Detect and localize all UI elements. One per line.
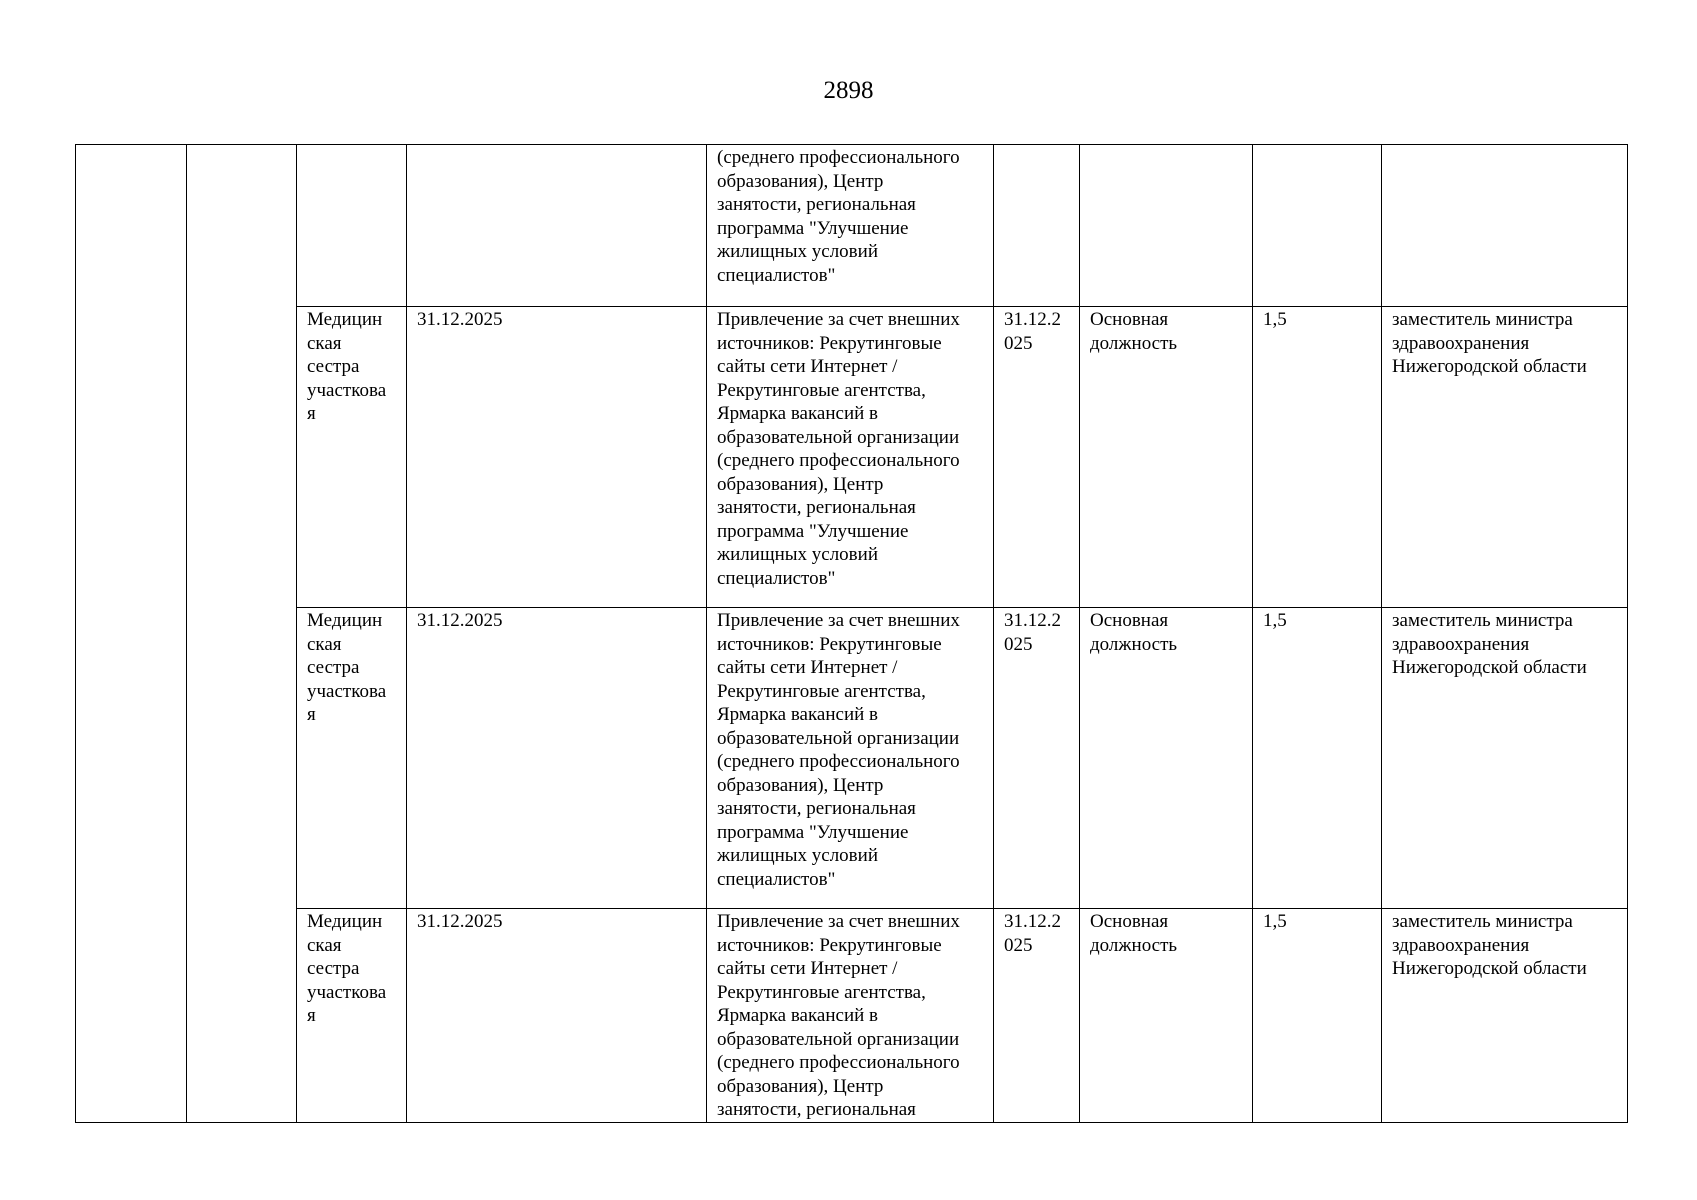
- table-row: [76, 909, 1628, 1123]
- rate-cell: [1253, 608, 1382, 909]
- job-type-cell: [1080, 608, 1253, 909]
- deadline-cell: [994, 909, 1080, 1123]
- staffing-plan-table: [75, 144, 1628, 1123]
- empty-cell: [407, 145, 707, 307]
- method-text: Привлечение за счет внешних источников: Рекрутинговые сайты сети Интернет / Рекрутинговые агентства, Ярмарка вакансий в образовательной организации (среднего профессионального образования), Центр занятости, региональная программа "Улучшение жилищных условий специалистов": [717, 309, 960, 589]
- merged-cell-col-2: [187, 145, 297, 1123]
- date-text: 31.12.2025: [417, 610, 503, 631]
- job-type-text: Основная должность: [1090, 610, 1178, 655]
- responsible-cell: [1382, 909, 1628, 1123]
- job-type-text: Основная должность: [1090, 309, 1178, 354]
- responsible-cell: [1382, 307, 1628, 608]
- date-cell: [407, 307, 707, 608]
- deadline-text: 31.12.2 025: [1004, 911, 1061, 956]
- table-row: [76, 608, 1628, 909]
- table-row-continuation: [76, 145, 1628, 307]
- rate-text: 1,5: [1263, 610, 1287, 631]
- job-type-text: Основная должность: [1090, 911, 1178, 956]
- page-number: 2898: [823, 77, 874, 104]
- empty-cell: [994, 145, 1080, 307]
- date-text: 31.12.2025: [417, 309, 503, 330]
- date-cell: [407, 909, 707, 1123]
- responsible-text: заместитель министра здравоохранения Нижегородской области: [1392, 610, 1587, 678]
- method-cell: [707, 909, 994, 1123]
- position-text: Медицин ская сестра участкова я: [307, 911, 387, 1026]
- deadline-cell: [994, 608, 1080, 909]
- method-cell: [707, 307, 994, 608]
- empty-cell: [1382, 145, 1628, 307]
- method-cell: [707, 608, 994, 909]
- deadline-text: 31.12.2 025: [1004, 309, 1061, 354]
- merged-cell-col-1: [76, 145, 187, 1123]
- deadline-cell: [994, 307, 1080, 608]
- position-cell: [297, 307, 407, 608]
- rate-cell: [1253, 909, 1382, 1123]
- empty-cell: [1080, 145, 1253, 307]
- position-text: Медицин ская сестра участкова я: [307, 610, 387, 725]
- job-type-cell: [1080, 909, 1253, 1123]
- job-type-cell: [1080, 307, 1253, 608]
- position-cell: [297, 608, 407, 909]
- method-text: Привлечение за счет внешних источников: Рекрутинговые сайты сети Интернет / Рекрутинговые агентства, Ярмарка вакансий в образовательной организации (среднего профессионального образования), Центр занятости, региональная: [717, 911, 960, 1120]
- position-cell: [297, 909, 407, 1123]
- responsible-text: заместитель министра здравоохранения Нижегородской области: [1392, 911, 1587, 979]
- rate-text: 1,5: [1263, 309, 1287, 330]
- date-cell: [407, 608, 707, 909]
- method-cell: [707, 145, 994, 307]
- responsible-text: заместитель министра здравоохранения Нижегородской области: [1392, 309, 1587, 377]
- responsible-cell: [1382, 608, 1628, 909]
- method-text: Привлечение за счет внешних источников: Рекрутинговые сайты сети Интернет / Рекрутинговые агентства, Ярмарка вакансий в образовательной организации (среднего профессионального образования), Центр занятости, региональная программа "Улучшение жилищных условий специалистов": [717, 610, 960, 890]
- table-row: [76, 307, 1628, 608]
- rate-cell: [1253, 307, 1382, 608]
- method-text: (среднего профессионального образования), Центр занятости, региональная программа "Улучшение жилищных условий специалистов": [717, 147, 960, 286]
- empty-cell: [297, 145, 407, 307]
- empty-cell: [1253, 145, 1382, 307]
- date-text: 31.12.2025: [417, 911, 503, 932]
- rate-text: 1,5: [1263, 911, 1287, 932]
- position-text: Медицин ская сестра участкова я: [307, 309, 387, 424]
- deadline-text: 31.12.2 025: [1004, 610, 1061, 655]
